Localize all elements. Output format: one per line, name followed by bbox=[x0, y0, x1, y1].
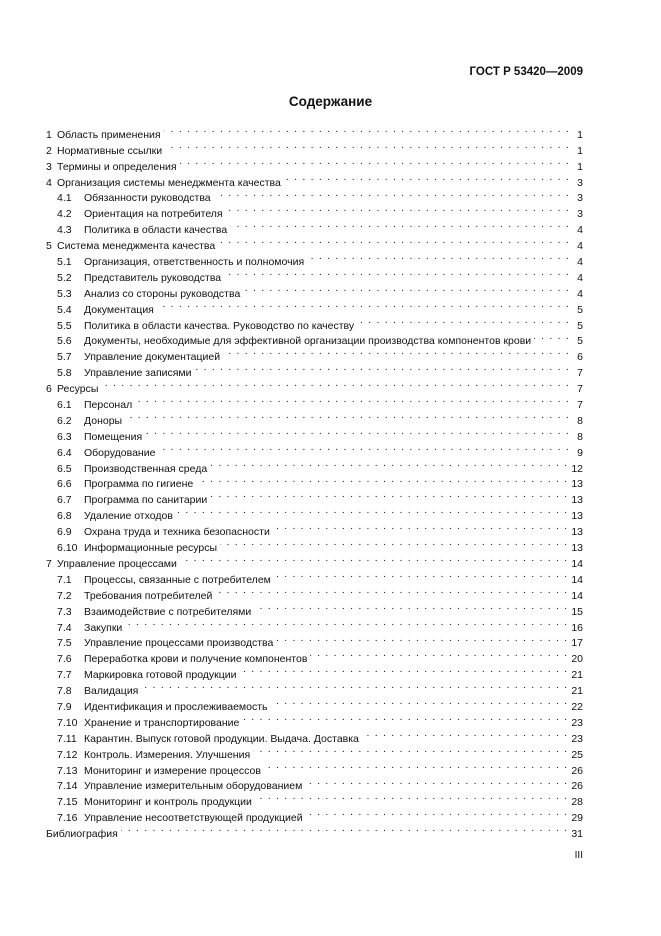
toc-dot-leader bbox=[271, 694, 569, 710]
toc-dot-leader bbox=[215, 583, 568, 599]
toc-entry-page: 22 bbox=[571, 700, 583, 713]
toc-dot-leader bbox=[176, 503, 568, 519]
toc-dot-leader bbox=[534, 329, 570, 345]
toc-entry-title: Обязанности руководства bbox=[84, 192, 211, 205]
toc-entry-title: Управление записями bbox=[84, 367, 192, 380]
toc-entry-number: 4.1 bbox=[57, 192, 72, 205]
toc-entry-number: 6.6 bbox=[57, 478, 72, 491]
toc-entry-page: 14 bbox=[571, 557, 583, 570]
toc-entry-page: 21 bbox=[571, 685, 583, 698]
toc-entry-number: 7.10 bbox=[57, 716, 78, 729]
toc-entry-number: 7.4 bbox=[57, 621, 72, 634]
toc-entry-page: 31 bbox=[571, 828, 583, 841]
toc-dot-leader bbox=[243, 281, 570, 297]
toc-dot-leader bbox=[253, 742, 568, 758]
toc-dot-leader bbox=[210, 456, 568, 472]
toc-entry-title: Политика в области качества. Руководство по качеству bbox=[84, 319, 355, 332]
toc-entry-title: Программа по гигиене bbox=[84, 478, 194, 491]
toc-entry-number: 4.2 bbox=[57, 208, 72, 221]
toc-dot-leader bbox=[164, 122, 570, 138]
toc-entry[interactable] bbox=[46, 615, 583, 634]
toc-entry-title: Управление процессами bbox=[57, 557, 177, 570]
toc-dot-leader bbox=[284, 170, 570, 186]
toc-entry-title: Термины и определения bbox=[57, 160, 177, 173]
toc-entry-number: 7.13 bbox=[57, 764, 78, 777]
toc-entry-title: Нормативные ссылки bbox=[57, 144, 163, 157]
toc-entry-title: Политика в области качества bbox=[84, 224, 228, 237]
toc-entry-number: 7.14 bbox=[57, 780, 78, 793]
toc-entry-number: 1 bbox=[46, 128, 52, 141]
toc-entry-number: 6.4 bbox=[57, 446, 72, 459]
toc-entry-title: Оборудование bbox=[84, 446, 156, 459]
toc-entry-number: 4 bbox=[46, 176, 52, 189]
toc-entry-title: Управление измерительным оборудованием bbox=[84, 780, 303, 793]
toc-dot-leader bbox=[242, 710, 568, 726]
toc-entry-title: Хранение и транспортирование bbox=[84, 716, 240, 729]
toc-entry-number: 7.7 bbox=[57, 669, 72, 682]
toc-entry-page: 21 bbox=[571, 669, 583, 682]
toc-dot-leader bbox=[180, 154, 570, 170]
toc-entry-title: Взаимодействие с потребителями bbox=[84, 605, 252, 618]
toc-entry-page: 13 bbox=[571, 542, 583, 555]
toc-dot-leader bbox=[214, 186, 570, 202]
toc-entry-title: Идентификация и прослеживаемость bbox=[84, 700, 268, 713]
toc-dot-leader bbox=[125, 615, 568, 631]
toc-entry-page: 4 bbox=[577, 224, 583, 237]
toc-entry-page: 28 bbox=[571, 796, 583, 809]
toc-entry-page: 1 bbox=[577, 144, 583, 157]
toc-entry-number: 6.7 bbox=[57, 494, 72, 507]
toc-entry-number: 7.15 bbox=[57, 796, 78, 809]
toc-entry-title: Представитель руководства bbox=[84, 271, 222, 284]
toc-entry-page: 4 bbox=[577, 256, 583, 269]
toc-entry-number: 7.6 bbox=[57, 653, 72, 666]
toc-entry-page: 13 bbox=[571, 526, 583, 539]
toc-entry-number: 7.16 bbox=[57, 812, 78, 825]
toc-dot-leader bbox=[273, 519, 569, 535]
toc-dot-leader bbox=[145, 424, 570, 440]
toc-entry-title: Управление процессами производства bbox=[84, 637, 274, 650]
toc-dot-leader bbox=[157, 297, 570, 313]
toc-entry-page: 17 bbox=[571, 637, 583, 650]
toc-entry-title: Информационные ресурсы bbox=[84, 542, 218, 555]
toc-entry-title: Библиография bbox=[46, 828, 118, 841]
toc-entry-title: Ресурсы bbox=[57, 383, 99, 396]
toc-entry-page: 5 bbox=[577, 319, 583, 332]
toc-entry-title: Закупки bbox=[84, 621, 123, 634]
toc-entry-title: Удаление отходов bbox=[84, 510, 173, 523]
toc-entry-number: 5.5 bbox=[57, 319, 72, 332]
toc-entry-number: 7.1 bbox=[57, 573, 72, 586]
toc-entry-page: 4 bbox=[577, 287, 583, 300]
toc-entry-title: Мониторинг и контроль продукции bbox=[84, 796, 252, 809]
toc-dot-leader bbox=[254, 599, 568, 615]
toc-dot-leader bbox=[121, 821, 568, 837]
toc-entry-page: 7 bbox=[577, 383, 583, 396]
toc-entry-page: 23 bbox=[571, 716, 583, 729]
toc-entry-title: Управление документацией bbox=[84, 351, 221, 364]
toc-dot-leader bbox=[218, 233, 570, 249]
toc-entry-page: 6 bbox=[577, 351, 583, 364]
toc-entry-page: 3 bbox=[577, 176, 583, 189]
toc-dot-leader bbox=[357, 313, 570, 329]
toc-entry-number: 7.8 bbox=[57, 685, 72, 698]
toc-entry-page: 1 bbox=[577, 160, 583, 173]
toc-entry-page: 7 bbox=[577, 399, 583, 412]
toc-dot-leader bbox=[276, 631, 568, 647]
toc-entry-title: Ориентация на потребителя bbox=[84, 208, 223, 221]
toc-entry-page: 13 bbox=[571, 478, 583, 491]
toc-entry-page: 26 bbox=[571, 780, 583, 793]
table-of-contents bbox=[46, 122, 583, 841]
toc-dot-leader bbox=[264, 758, 568, 774]
toc-entry-title: Программа по санитарии bbox=[84, 494, 208, 507]
toc-entry[interactable] bbox=[46, 424, 583, 443]
toc-entry-number: 7.2 bbox=[57, 589, 72, 602]
toc-dot-leader bbox=[220, 535, 568, 551]
toc-dot-leader bbox=[135, 392, 570, 408]
toc-entry-page: 4 bbox=[577, 240, 583, 253]
toc-entry-page: 15 bbox=[571, 605, 583, 618]
toc-entry-title: Маркировка готовой продукции bbox=[84, 669, 237, 682]
toc-entry-page: 26 bbox=[571, 764, 583, 777]
toc-entry[interactable] bbox=[46, 821, 583, 841]
toc-entry-number: 3 bbox=[46, 160, 52, 173]
toc-entry-title: Анализ со стороны руководства bbox=[84, 287, 241, 300]
toc-entry-page: 29 bbox=[571, 812, 583, 825]
toc-entry-title: Документация bbox=[84, 303, 154, 316]
toc-entry-title: Требования потребителей bbox=[84, 589, 213, 602]
toc-entry-title: Производственная среда bbox=[84, 462, 208, 475]
toc-entry-page: 12 bbox=[571, 462, 583, 475]
toc-entry-number: 4.3 bbox=[57, 224, 72, 237]
toc-dot-leader bbox=[306, 805, 569, 821]
toc-entry-number: 5.6 bbox=[57, 335, 72, 348]
toc-entry-page: 16 bbox=[571, 621, 583, 634]
toc-dot-leader bbox=[141, 678, 568, 694]
toc-dot-leader bbox=[307, 249, 570, 265]
toc-entry[interactable] bbox=[46, 376, 583, 396]
page-number: III bbox=[574, 850, 583, 861]
toc-entry-number: 5.3 bbox=[57, 287, 72, 300]
toc-entry-number: 5 bbox=[46, 240, 52, 253]
toc-entry-page: 13 bbox=[571, 510, 583, 523]
toc-entry-title: Охрана труда и техника безопасности bbox=[84, 526, 270, 539]
toc-dot-leader bbox=[305, 774, 568, 790]
toc-entry-number: 7.12 bbox=[57, 748, 78, 761]
toc-dot-leader bbox=[310, 646, 568, 662]
toc-entry-title: Доноры bbox=[84, 414, 123, 427]
toc-entry-title: Документы, необходимые для эффективной организации производства компонентов крови bbox=[84, 335, 532, 348]
toc-entry-page: 9 bbox=[577, 446, 583, 459]
toc-entry-title: Переработка крови и получение компонентов bbox=[84, 653, 308, 666]
toc-dot-leader bbox=[230, 217, 570, 233]
toc-entry-page: 14 bbox=[571, 573, 583, 586]
toc-dot-leader bbox=[210, 487, 568, 503]
toc-entry-number: 6.8 bbox=[57, 510, 72, 523]
toc-entry-number: 7.3 bbox=[57, 605, 72, 618]
toc-entry-page: 5 bbox=[577, 303, 583, 316]
toc-entry-title: Организация, ответственность и полномочия bbox=[84, 256, 305, 269]
toc-entry-number: 6.3 bbox=[57, 430, 72, 443]
toc-entry-page: 5 bbox=[577, 335, 583, 348]
toc-entry-number: 6.1 bbox=[57, 399, 72, 412]
toc-entry-title: Валидация bbox=[84, 685, 139, 698]
toc-dot-leader bbox=[240, 662, 569, 678]
document-code: ГОСТ Р 53420—2009 bbox=[469, 66, 583, 78]
toc-dot-leader bbox=[195, 360, 570, 376]
toc-dot-leader bbox=[158, 440, 570, 456]
toc-entry-number: 6 bbox=[46, 383, 52, 396]
toc-entry-page: 7 bbox=[577, 367, 583, 380]
toc-entry-title: Мониторинг и измерение процессов bbox=[84, 764, 261, 777]
toc-entry-title: Контроль. Измерения. Улучшения bbox=[84, 748, 251, 761]
toc-entry-page: 14 bbox=[571, 589, 583, 602]
toc-entry-title: Управление несоответствующей продукцией bbox=[84, 812, 303, 825]
toc-dot-leader bbox=[274, 567, 568, 583]
toc-dot-leader bbox=[362, 726, 568, 742]
toc-entry-number: 6.10 bbox=[57, 542, 78, 555]
toc-entry-number: 6.5 bbox=[57, 462, 72, 475]
toc-entry-page: 20 bbox=[571, 653, 583, 666]
toc-entry-page: 23 bbox=[571, 732, 583, 745]
toc-entry-number: 5.4 bbox=[57, 303, 72, 316]
toc-entry-number: 5.8 bbox=[57, 367, 72, 380]
toc-entry[interactable] bbox=[46, 408, 583, 427]
toc-entry-number: 7.5 bbox=[57, 637, 72, 650]
toc-entry-page: 8 bbox=[577, 414, 583, 427]
page-title: Содержание bbox=[288, 94, 373, 109]
toc-dot-leader bbox=[101, 376, 570, 392]
toc-entry-page: 3 bbox=[577, 192, 583, 205]
toc-entry-page: 3 bbox=[577, 208, 583, 221]
toc-entry-number: 6.2 bbox=[57, 414, 72, 427]
toc-entry-title: Организация системы менеджмента качества bbox=[57, 176, 281, 189]
toc-dot-leader bbox=[255, 789, 568, 805]
toc-entry-number: 5.1 bbox=[57, 256, 72, 269]
toc-entry-page: 4 bbox=[577, 271, 583, 284]
toc-dot-leader bbox=[224, 265, 570, 281]
toc-entry-number: 7 bbox=[46, 557, 52, 570]
toc-entry-number: 2 bbox=[46, 144, 52, 157]
toc-entry[interactable] bbox=[46, 392, 583, 412]
toc-entry-number: 7.11 bbox=[57, 732, 77, 745]
toc-dot-leader bbox=[226, 201, 570, 217]
toc-entry-title: Карантин. Выпуск готовой продукции. Выдача. Доставка bbox=[84, 732, 359, 745]
toc-dot-leader bbox=[223, 344, 570, 360]
toc-entry-page: 1 bbox=[577, 128, 583, 141]
toc-entry-page: 8 bbox=[577, 430, 583, 443]
toc-dot-leader bbox=[165, 138, 570, 154]
toc-dot-leader bbox=[196, 472, 568, 488]
toc-entry-title: Система менеджмента качества bbox=[57, 240, 216, 253]
toc-entry[interactable] bbox=[46, 122, 583, 141]
toc-entry-title: Помещения bbox=[84, 430, 143, 443]
toc-entry-number: 5.7 bbox=[57, 351, 72, 364]
toc-entry-number: 6.9 bbox=[57, 526, 72, 539]
toc-entry-page: 13 bbox=[571, 494, 583, 507]
toc-entry-title: Персонал bbox=[84, 399, 133, 412]
toc-dot-leader bbox=[180, 551, 569, 567]
toc-entry-number: 7.9 bbox=[57, 700, 72, 713]
toc-entry-title: Область применения bbox=[57, 128, 161, 141]
toc-dot-leader bbox=[125, 408, 570, 424]
toc-entry-number: 5.2 bbox=[57, 271, 72, 284]
toc-entry-title: Процессы, связанные с потребителем bbox=[84, 573, 271, 586]
toc-entry-page: 25 bbox=[571, 748, 583, 761]
toc-entry[interactable] bbox=[46, 631, 583, 650]
